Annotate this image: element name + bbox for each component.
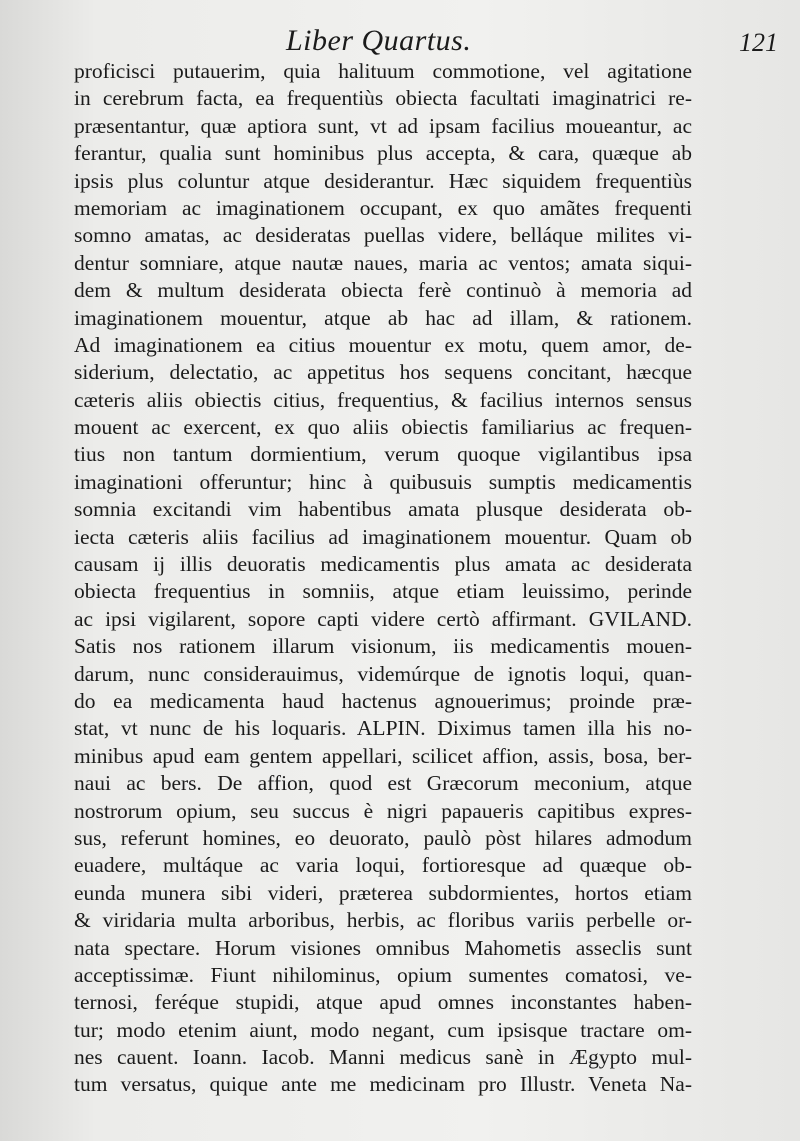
text-line: dentur somniare, atque nautæ naues, maria ac ventos; amata siqui- [74,250,692,275]
text-line: ternosi, feréque stupidi, atque apud omnes inconstantes haben- [74,990,692,1015]
text-line: iecta cæteris aliis facilius ad imaginationem mouentur. Quam ob [74,524,692,549]
page-number: 121 [739,28,778,57]
text-line: Ad imaginationem ea citius mouentur ex motu, quem amor, de- [74,332,692,357]
text-line: dem & multum desiderata obiecta ferè continuò à memoria ad [74,278,692,303]
text-line: mouent ac exercent, ex quo aliis obiectis familiarius ac frequen- [74,415,692,440]
text-line: stat, vt nunc de his loquaris. ALPIN. Diximus tamen illa his no- [74,716,692,741]
text-line: cæteris aliis obiectis citius, frequentius, & facilius internos sensus [74,387,692,412]
text-line: proficisci putauerim, quia halituum commotione, vel agitatione [74,59,692,83]
text-line: tum versatus, quique ante me medicinam pro Illustr. Veneta Na- [74,1072,692,1097]
running-title: Liber Quartus. [286,24,472,57]
text-line: memoriam ac imaginationem occupant, ex quo amãtes frequenti [74,195,692,220]
text-line: somnia excitandi vim habentibus amata plusque desiderata ob- [74,497,692,522]
text-line: naui ac bers. De affion, quod est Græcorum meconium, atque [74,771,692,796]
text-line: nes cauent. Ioann. Iacob. Manni medicus sanè in Ægypto mul- [74,1045,692,1070]
text-line: nostrorum opium, seu succus è nigri papaueris capitibus expres- [74,798,692,823]
text-line: ipsis plus coluntur atque desiderantur. Hæc siquidem frequentiùs [74,168,692,193]
text-line: ac ipsi vigilarent, sopore capti videre certò affirmant. GVILAND. [74,606,692,631]
text-line: sus, referunt homines, eo deuorato, paulò pòst hilares admodum [74,825,692,850]
text-line: minibus apud eam gentem appellari, scilicet affion, assis, bosa, ber- [74,743,692,768]
text-line: & viridaria multa arboribus, herbis, ac floribus variis perbelle or- [74,908,692,933]
page-header [0,18,800,58]
text-line: imaginationi offeruntur; hinc à quibusuis sumptis medicamentis [74,469,692,494]
text-line: in cerebrum facta, ea frequentiùs obiecta facultati imaginatrici re- [74,86,692,111]
text-line: darum, nunc considerauimus, videmúrque de ignotis loqui, quan- [74,661,692,686]
text-line: eunda munera sibi videri, præterea subdormientes, hortos etiam [74,880,692,905]
text-line: tius non tantum dormientium, verum quoque vigilantibus ipsa [74,442,692,467]
text-line: tur; modo etenim aiunt, modo negant, cum ipsisque tractare om- [74,1017,692,1042]
body-text [74,58,692,1099]
text-line: ferantur, qualia sunt hominibus plus accepta, & cara, quæque ab [74,141,692,166]
text-line: Satis nos rationem illarum visionum, iis medicamentis mouen- [74,634,692,659]
text-line: causam ij illis deuoratis medicamentis plus amata ac desiderata [74,552,692,577]
text-line: obiecta frequentius in somniis, atque etiam leuissimo, perinde [74,579,692,604]
text-line: do ea medicamenta haud hactenus agnouerimus; proinde præ- [74,688,692,713]
text-line: præsentantur, quæ aptiora sunt, vt ad ipsam facilius moueantur, ac [74,113,692,138]
text-line: somno amatas, ac desideratas puellas videre, belláque milites vi- [74,223,692,248]
text-line: siderium, delectatio, ac appetitus hos sequens concitant, hæcque [74,360,692,385]
text-line: imaginationem mouentur, atque ab hac ad illam, & rationem. [74,305,692,330]
text-line: euadere, multáque ac varia loqui, fortioresque ad quæque ob- [74,853,692,878]
text-line: acceptissimæ. Fiunt nihilominus, opium sumentes comatosi, ve- [74,962,692,987]
text-line: nata spectare. Horum visiones omnibus Mahometis asseclis sunt [74,935,692,960]
